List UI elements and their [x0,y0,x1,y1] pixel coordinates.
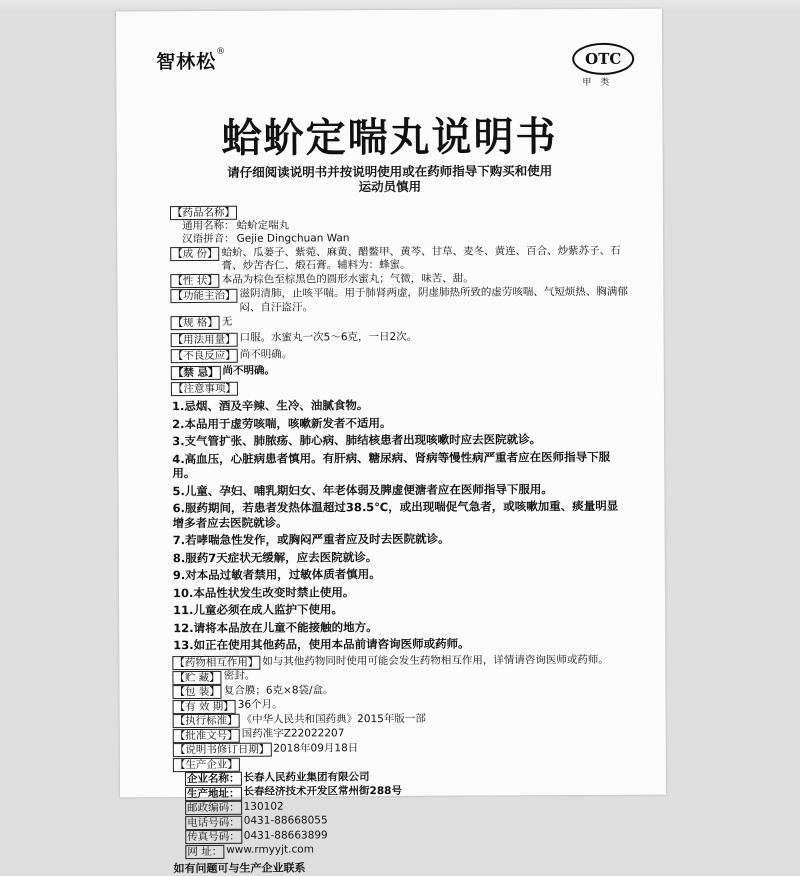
character-label: 【性 状】 [170,274,219,288]
common-name-label: 通用名称： [182,219,235,232]
list-item: 1.忌烟、酒及辛辣、生冷、油腻食物。 [171,398,369,414]
contraindication-row [171,363,629,380]
indication-label: 【功能主治】 [170,289,237,303]
contraindication-label: 【禁 忌】 [171,365,221,379]
list-item: 4.高血压，心脏病患者慎用。有肝病、糖尿病、肾病等慢性病严重者应在医师指导下服用。 [172,449,611,481]
standard-value: 《中华人民共和国药典》2015年版一部 [241,712,426,726]
company-web-label: 网 址： [185,844,224,858]
brand-name: 智林松 [156,50,217,74]
otc-class-label: 甲 类 [582,77,613,88]
document-title: 蛤蚧定喘丸说明书 [221,114,558,162]
revision-value: 2018年09月18日 [273,741,359,755]
list-item: 10.本品性状发生改变时禁止使用。 [172,584,355,600]
usage-notice [117,163,663,196]
list-item: 12.请将本品放在儿童不能接触的地方。 [173,619,378,635]
company-fax-label: 传真号码： [185,830,242,844]
company-phone-value: 0431-88668055 [243,814,328,827]
pinyin-label: 汉语拼音： [182,232,235,246]
adverse-label: 【不良反应】 [171,349,238,363]
validity-value: 36个月。 [237,698,283,711]
ingredients-label: 【成 份】 [170,247,219,261]
company-zip-label: 邮政编码： [185,801,242,815]
list-item: 6.服药期间，若患者发热体温超过38.5℃，或出现喘促气急者，或咳嗽加重、痰量明显增多者应去医院就诊。 [172,498,619,530]
company-fax-value: 0431-88663899 [243,828,328,842]
list-item: 5.儿童、孕妇、哺乳期妇女、年老体弱及脾虚便溏者应在医师指导下服用。 [172,481,553,498]
ingredients-row [170,244,628,274]
revision-label: 【说明书修订日期】 [173,743,272,758]
adverse-value: 尚不明确。 [239,348,293,361]
registered-mark: ® [216,46,227,57]
approval-value: 国药准字Z22022207 [241,727,345,740]
interaction-value: 如与其他药物同时使用可能会发生药物相互作用，详情请咨询医师或药师。 [262,653,609,668]
approval-label: 【批准文号】 [173,728,240,742]
company-web-value: www.rmyyjt.com [226,843,314,856]
drug-name-label: 【药品名称】 [170,205,237,219]
leaflet-content [170,203,632,876]
list-item: 3.支气管扩张、肺脓疡、肺心病、肺结核患者出现咳嗽时应去医院就诊。 [172,432,542,449]
company-zip-value: 130102 [243,800,284,813]
notice-line-1: 请仔细阅读说明书并按说明使用或在药师指导下购买和使用 [227,163,553,180]
adverse-row [171,346,629,363]
package-value: 复合膜；6克×8袋/盒。 [223,683,334,697]
notice-line-2: 运动员慎用 [358,178,422,195]
company-name-label: 企业名称： [185,772,242,786]
precautions-header-row [171,379,629,396]
dosage-row [171,330,629,347]
contact-note: 如有问题可与生产企业联系 [173,861,306,875]
revision-row [173,740,631,757]
company-address-value: 长春经济技术开发区常州街288号 [243,785,402,798]
list-item: 9.对本品过敏者禁用，过敏体质者慎用。 [172,567,381,583]
interaction-label: 【药物相互作用】 [172,656,260,670]
company-name-value: 长春人民药业集团有限公司 [243,770,370,784]
indication-row [170,286,628,316]
precautions-label: 【注意事项】 [171,382,238,396]
company-address-label: 生产地址： [185,786,242,800]
company-web-row [173,842,631,859]
list-item: 2.本品用于虚劳咳喘，咳嗽新发者不适用。 [172,415,392,431]
spec-label: 【规 格】 [171,316,220,330]
leaflet-page [116,9,666,875]
storage-value: 密封。 [223,669,256,682]
company-phone-label: 电话号码： [185,815,242,829]
list-item: 7.若哮喘急性发作，或胸闷严重者应及时去医院就诊。 [172,531,450,548]
common-name-value: 蛤蚧定喘丸 [236,219,290,232]
dosage-value: 口服。水蜜丸一次5～6克，一日2次。 [239,330,418,344]
contraindication-value: 尚不明确。 [222,364,276,377]
validity-label: 【有 效 期】 [173,699,236,713]
manufacturer-label: 【生产企业】 [173,757,240,771]
indication-value: 滋阴清肺，止咳平喘。用于肺肾两虚，阴虚肺热所致的虚劳咳喘、气短烦热、胸满郁闷、自汗盗汗。 [239,286,628,314]
brand-logo [156,47,226,74]
spec-row [171,313,629,330]
storage-label: 【贮 藏】 [172,670,221,684]
list-item: 11.儿童必须在成人监护下使用。 [173,602,343,618]
character-value: 本品为棕色至棕黑色的圆形水蜜丸；气微，味苦、甜。 [221,272,474,286]
ingredients-value: 蛤蚧、瓜蒌子、紫菀、麻黄、醋鳖甲、黄芩、甘草、麦冬、黄连、百合、炒紫苏子、石膏、炒苦杏仁、煅石膏。辅料为：蜂蜜。 [221,244,621,273]
precautions-list [171,397,630,653]
list-item: 8.服药7天症状无缓解，应去医院就诊。 [172,549,378,565]
spec-value: 无 [221,315,233,328]
otc-badge: OTC [572,43,634,75]
pinyin-value: Gejie Dingchuan Wan [236,232,350,245]
list-item: 13.如正在使用其他药品，使用本品前请咨询医师或药师。 [173,636,470,653]
standard-label: 【执行标准】 [173,714,240,728]
dosage-label: 【用法用量】 [171,332,238,346]
package-label: 【包 装】 [172,685,221,699]
